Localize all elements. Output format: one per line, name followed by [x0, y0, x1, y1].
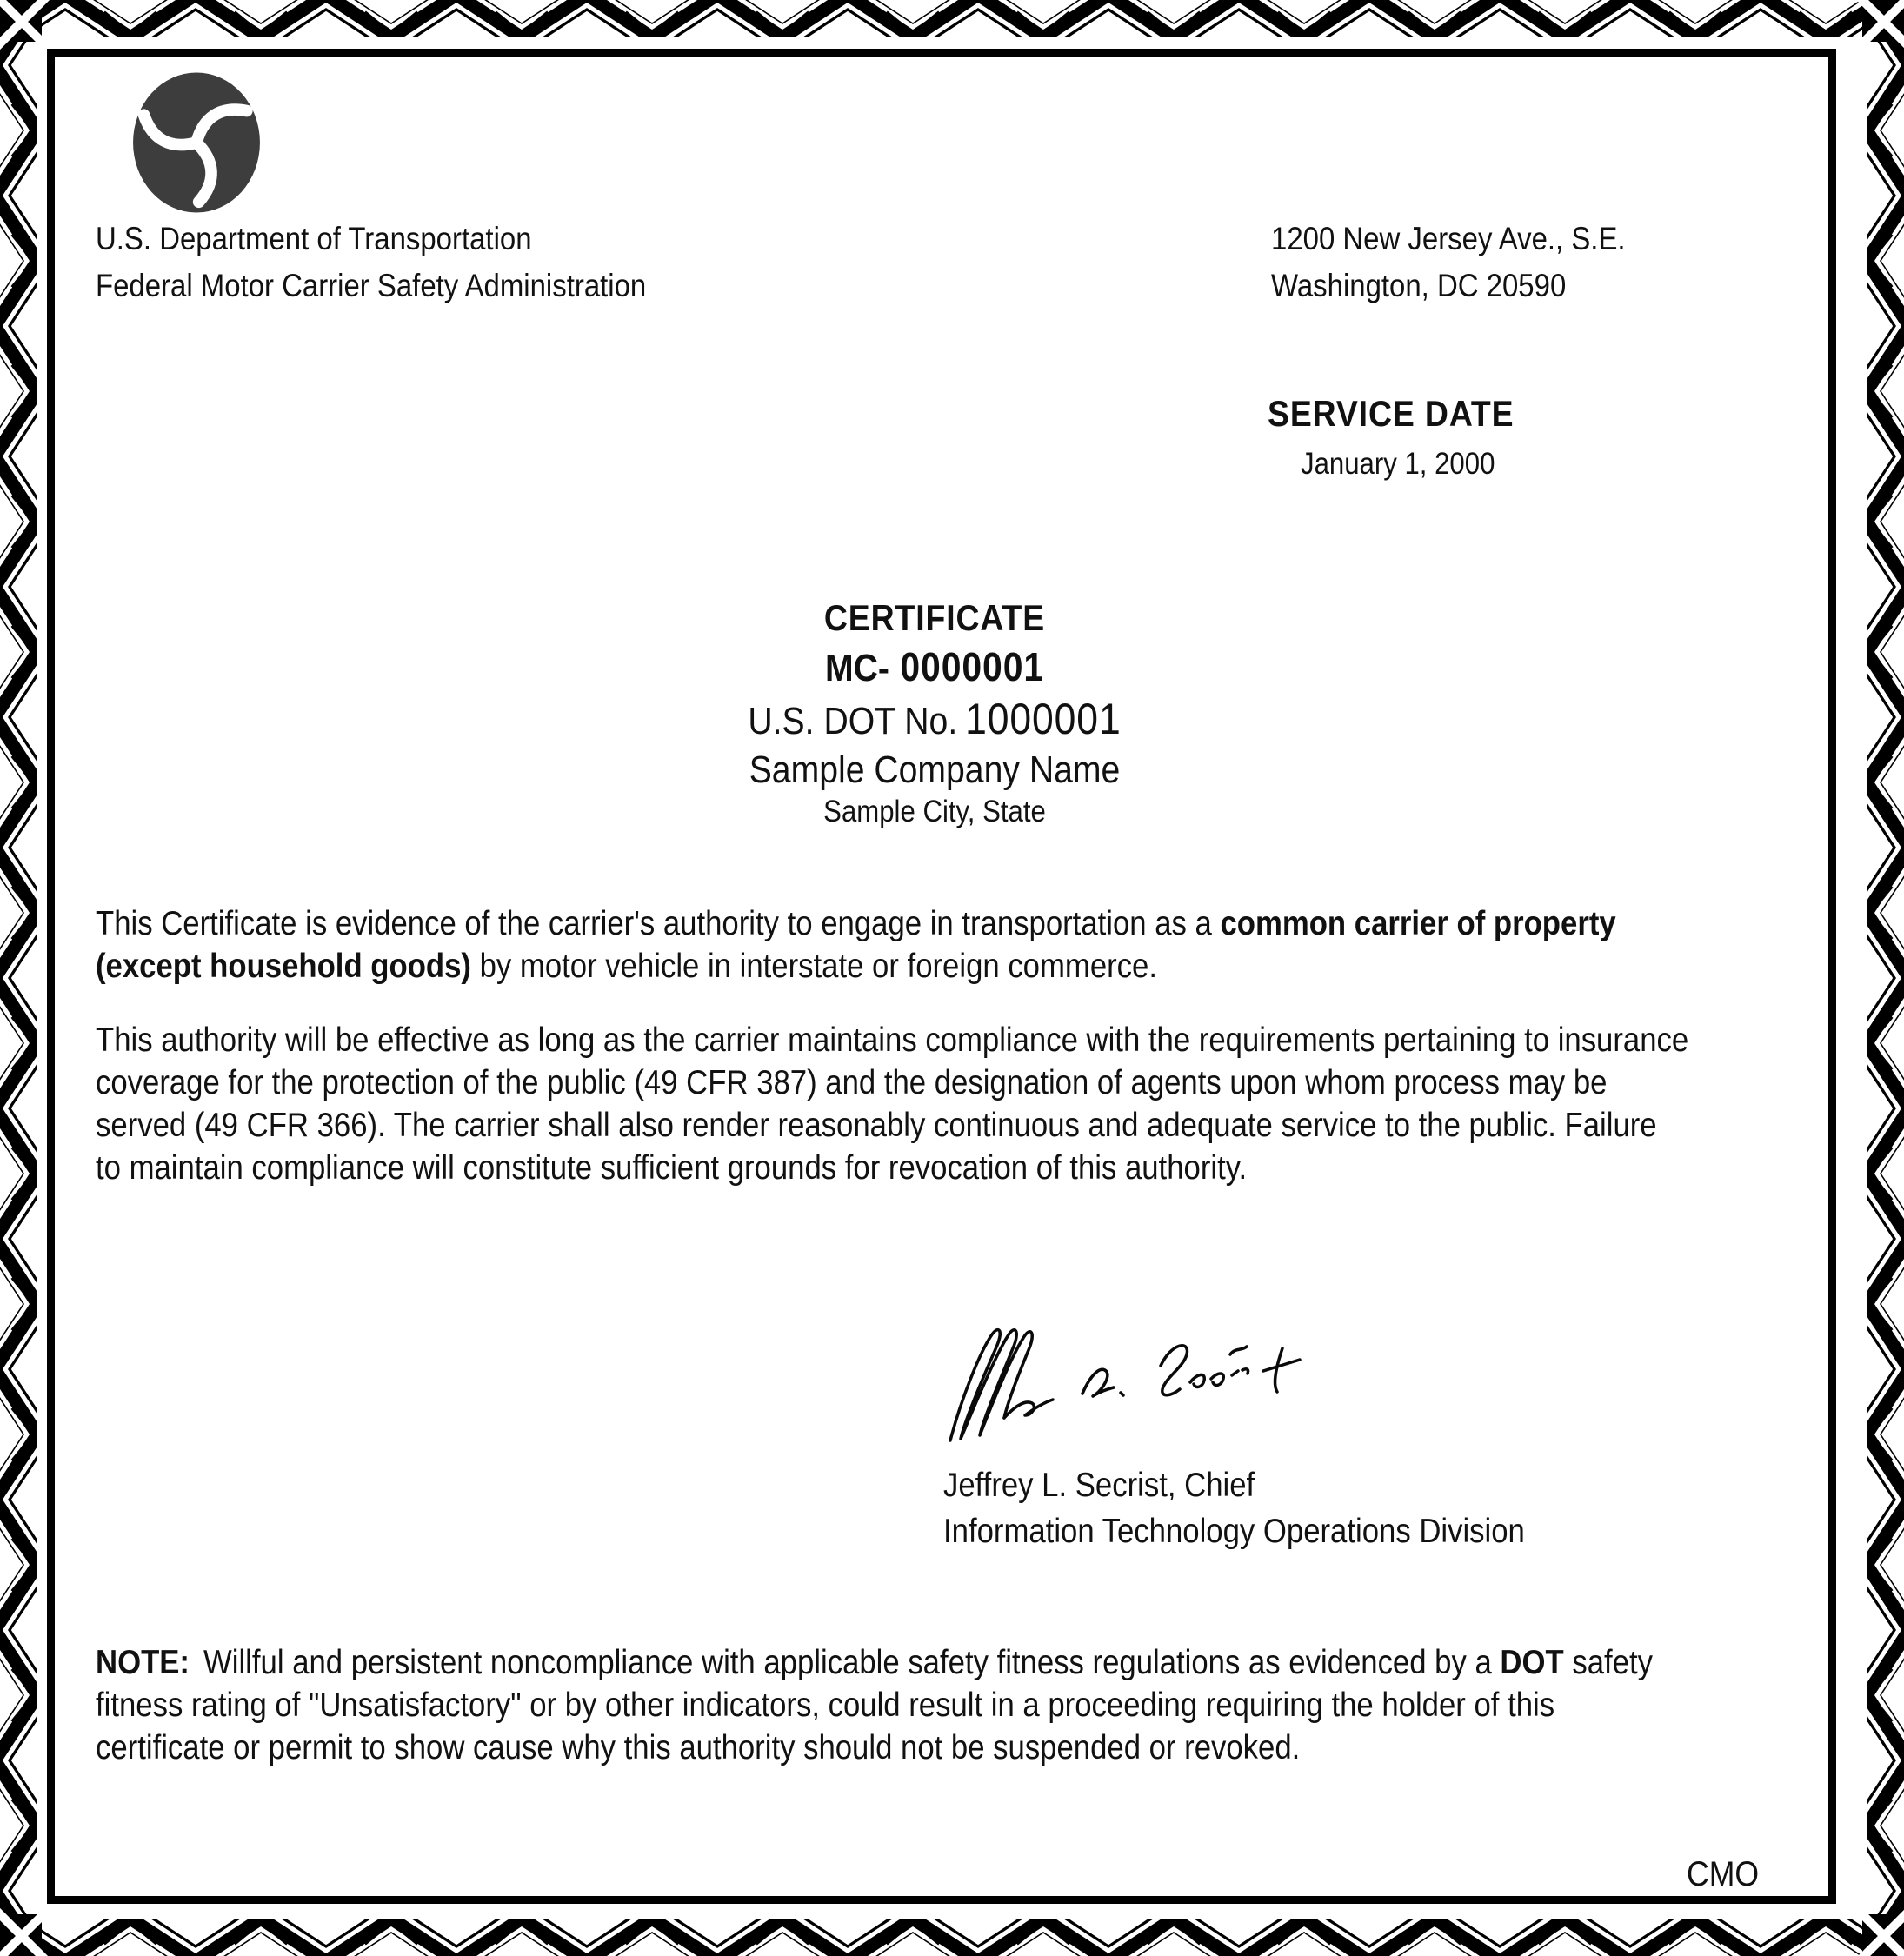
authority-paragraph-bold: common carrier of property (except household goods): [96, 905, 1616, 985]
usdot-number-line: [57, 693, 1813, 748]
conditions-paragraph: This authority will be effective as long as the carrier maintains compliance with the requirements pertaining to insurance coverage for the protection of the public (49 CFR 387) and the designation of agents upon whom process may be served (49 CFR 366). The carrier shall also render reasonably continuous and adequate service to the public. Failure to maintain compliance will constitute sufficient grounds for revocation of this authority.: [96, 1021, 1689, 1187]
mc-number: 0000001: [900, 644, 1045, 689]
cmo-code: CMO: [1687, 1855, 1760, 1893]
note-bold-dot: DOT: [1500, 1644, 1564, 1681]
service-date-value: January 1, 2000: [1301, 447, 1495, 481]
usdot-number: 1000001: [965, 695, 1122, 743]
address-line-1: 1200 New Jersey Ave., S.E.: [1271, 221, 1626, 256]
note-text: Willful and persistent noncompliance with applicable safety fitness regulations as evidenced by a: [203, 1644, 1501, 1681]
authority-paragraph-rest: by motor vehicle in interstate or foreign commerce.: [470, 948, 1157, 985]
note-label: NOTE:: [96, 1644, 190, 1681]
signer-block: [943, 1462, 1525, 1554]
company-name: Sample Company Name: [749, 748, 1121, 791]
dot-logo-icon: [130, 70, 263, 216]
agency-block: [96, 216, 646, 309]
authority-paragraph: [96, 902, 1689, 988]
mc-number-line: [57, 642, 1813, 693]
authority-paragraph-text: This Certificate is evidence of the carrier's authority to engage in transportation as a: [96, 905, 1221, 942]
certificate-title: CERTIFICATE: [823, 597, 1046, 638]
agency-line-2: Federal Motor Carrier Safety Administration: [96, 268, 647, 303]
address-block: [1271, 216, 1626, 309]
address-line-2: Washington, DC 20590: [1271, 268, 1567, 303]
company-location: Sample City, State: [823, 795, 1046, 828]
usdot-label: U.S. DOT No.: [748, 700, 958, 742]
note-text-rest: safety fitness rating of "Unsatisfactory" or by other indicators, could result in a proceeding requiring the holder of this certificate or permit to show cause why this authority should not be suspended or revoked.: [96, 1644, 1653, 1766]
signature-icon: [935, 1308, 1343, 1460]
certificate-heading-block: [57, 594, 1813, 831]
signer-name-title: Jeffrey L. Secrist, Chief: [943, 1467, 1255, 1504]
agency-line-1: U.S. Department of Transportation: [96, 221, 532, 256]
mc-prefix: MC-: [824, 647, 889, 689]
signer-division: Information Technology Operations Division: [943, 1513, 1525, 1550]
service-date-label: SERVICE DATE: [1268, 393, 1515, 434]
note-paragraph: [96, 1641, 1689, 1769]
